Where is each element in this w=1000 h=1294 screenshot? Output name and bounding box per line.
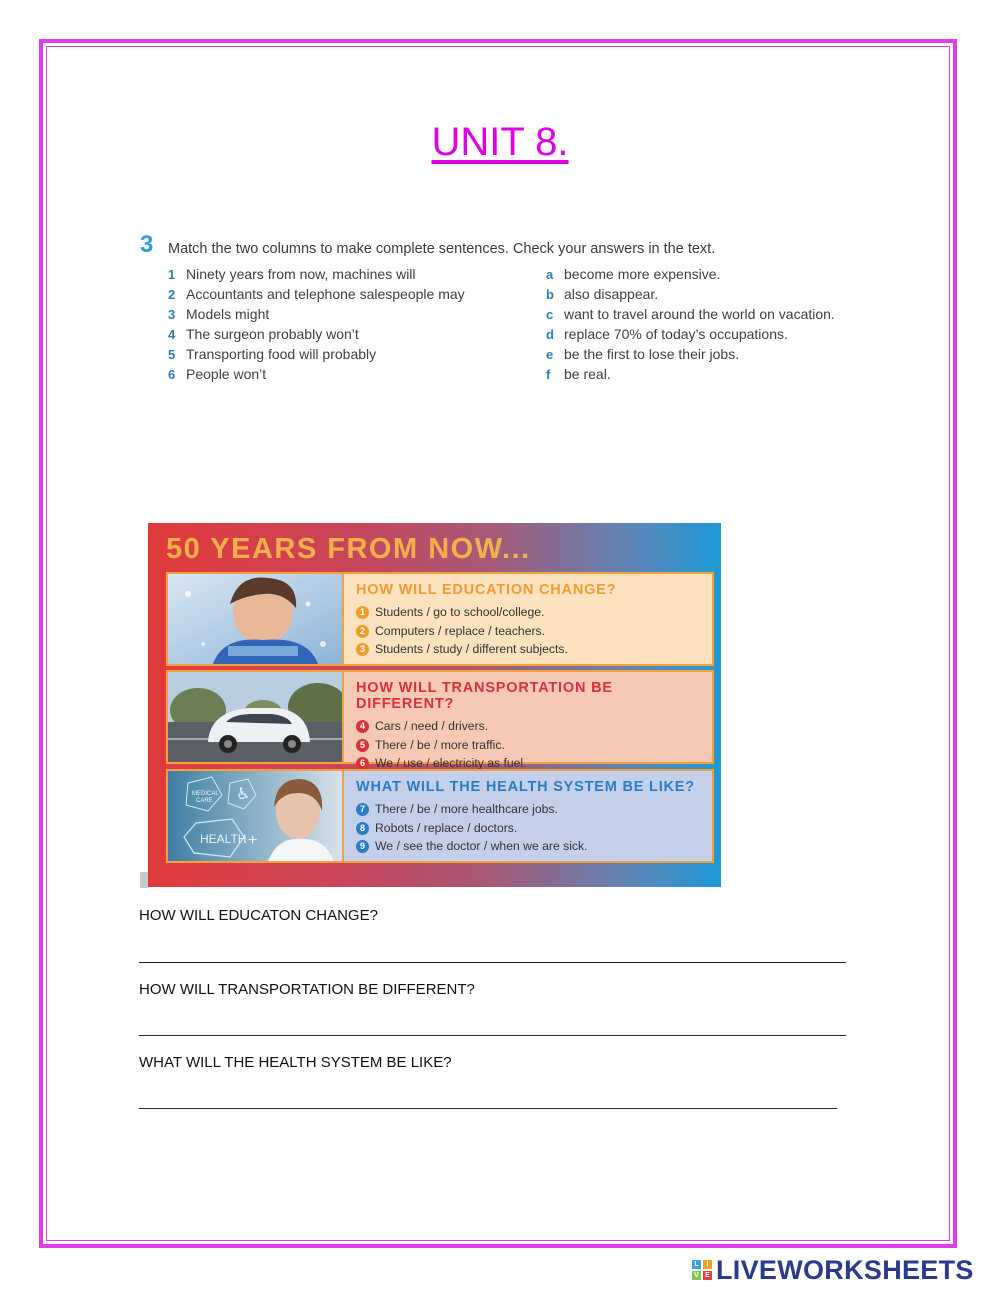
right-item: f be real. xyxy=(546,366,611,382)
page-title: UNIT 8. xyxy=(431,120,569,164)
number-badge: 4 xyxy=(356,720,369,733)
left-item: 4 The surgeon probably won’t xyxy=(168,326,359,342)
number-badge: 8 xyxy=(356,822,369,835)
question-education: HOW WILL EDUCATON CHANGE? xyxy=(139,907,378,924)
svg-text:HEALTH: HEALTH xyxy=(200,832,247,846)
prompt-item: 2 Computers / replace / teachers. xyxy=(356,622,712,641)
prompt-item: 1 Students / go to school/college. xyxy=(356,603,712,622)
right-item: e be the first to lose their jobs. xyxy=(546,346,740,362)
exercise-number: 3 xyxy=(140,231,154,258)
panel-health xyxy=(166,769,714,863)
prompt-item: 9 We / see the doctor / when we are sick. xyxy=(356,837,712,856)
prompt-item: 4 Cars / need / drivers. xyxy=(356,717,712,736)
number-badge: 3 xyxy=(356,643,369,656)
poster-spine xyxy=(140,872,148,888)
logo-text: LIVEWORKSHEETS xyxy=(716,1254,974,1285)
right-item: b also disappear. xyxy=(546,286,659,302)
child-tablet-photo xyxy=(168,574,344,664)
prompt-item: 3 Students / study / different subjects. xyxy=(356,640,712,659)
svg-text:MEDICAL: MEDICAL xyxy=(192,791,219,797)
svg-text:CARE: CARE xyxy=(196,798,213,804)
prompt-item: 7 There / be / more healthcare jobs. xyxy=(356,800,712,819)
right-item: a become more expensive. xyxy=(546,266,721,282)
svg-text:+: + xyxy=(248,832,258,849)
number-badge: 2 xyxy=(356,625,369,638)
panel-transportation-text xyxy=(344,672,712,770)
answer-line-health[interactable] xyxy=(139,1108,837,1109)
panel-health-text xyxy=(344,771,712,861)
prompt-item: 5 There / be / more traffic. xyxy=(356,736,712,755)
number-badge: 9 xyxy=(356,840,369,853)
panel-heading: WHAT WILL THE HEALTH SYSTEM BE LIKE? xyxy=(356,779,695,795)
panel-transportation xyxy=(166,670,714,770)
panel-education xyxy=(166,572,714,666)
liveworksheets-logo xyxy=(692,1255,974,1285)
number-badge: 1 xyxy=(356,606,369,619)
panel-heading: HOW WILL EDUCATION CHANGE? xyxy=(356,582,617,598)
exercise-instruction: Match the two columns to make complete sentences. Check your answers in the text. xyxy=(168,241,716,257)
doctor-hologram-photo xyxy=(168,771,344,861)
left-column xyxy=(168,264,465,384)
left-item: 2 Accountants and telephone salespeople may xyxy=(168,286,465,302)
number-badge: 6 xyxy=(356,757,369,770)
svg-text:♿: ♿ xyxy=(236,786,251,803)
number-badge: 5 xyxy=(356,739,369,752)
left-item: 3 Models might xyxy=(168,306,270,322)
panel-heading: HOW WILL TRANSPORTATION BE DIFFERENT? xyxy=(356,680,613,712)
left-item: 6 People won’t xyxy=(168,366,267,382)
self-driving-car-photo xyxy=(168,672,344,762)
logo-grid-icon: L I V E xyxy=(692,1260,712,1280)
answer-line-education[interactable] xyxy=(139,962,846,963)
left-item: 1 Ninety years from now, machines will xyxy=(168,266,416,282)
prompt-item: 6 We / use / electricity as fuel. xyxy=(356,754,712,773)
panel-education-text xyxy=(344,574,712,664)
answer-line-transportation[interactable] xyxy=(139,1035,846,1036)
poster-title: 50 YEARS FROM NOW... xyxy=(166,533,531,565)
right-item: c want to travel around the world on vacation. xyxy=(546,306,835,322)
prompt-item: 8 Robots / replace / doctors. xyxy=(356,819,712,838)
poster-image xyxy=(148,523,721,887)
number-badge: 7 xyxy=(356,803,369,816)
question-transportation: HOW WILL TRANSPORTATION BE DIFFERENT? xyxy=(139,981,475,998)
right-item: d replace 70% of today’s occupations. xyxy=(546,326,788,342)
left-item: 5 Transporting food will probably xyxy=(168,346,377,362)
question-health: WHAT WILL THE HEALTH SYSTEM BE LIKE? xyxy=(139,1054,452,1071)
right-column xyxy=(546,264,835,384)
